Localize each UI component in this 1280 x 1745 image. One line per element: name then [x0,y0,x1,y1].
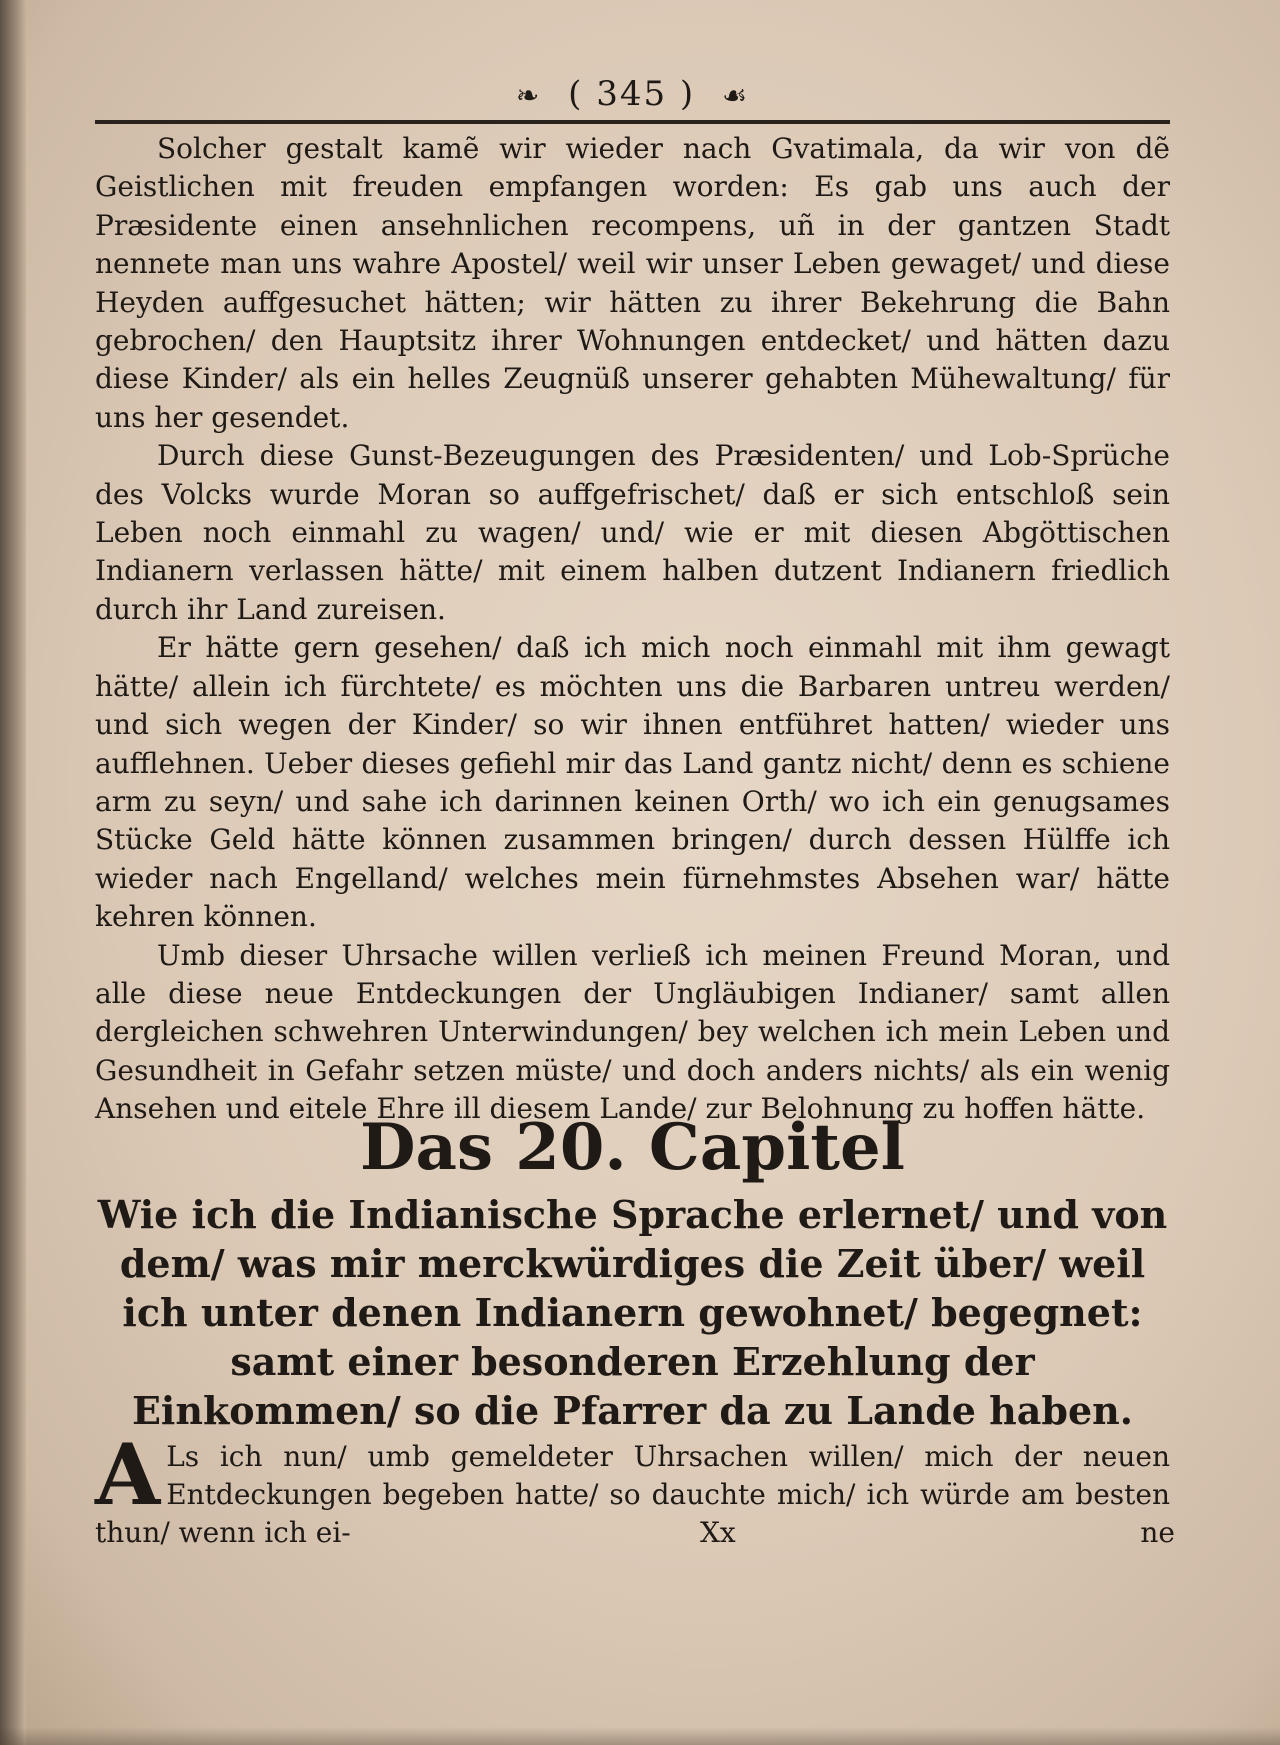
body-text [95,130,1170,1129]
page-gutter [0,0,26,1745]
page-number: ( 345 ) [568,74,696,114]
ornament-right-icon: ☙ [722,79,750,112]
paragraph-3: Er hätte gern gesehen/ daß ich mich noch einmahl mit ihm gewagt hätte/ allein ich fürchtete/ es möchten uns die Barbaren untreu werden/ und sich wegen der Kinder/ so wir ihnen entführet hatten/ wieder uns aufflehnen. Ueber dieses gefiehl mir das Land gantz nicht/ denn es schiene arm zu seyn/ und sahe ich darinnen keinen Orth/ wo ich ein genugsames Stücke Geld hätte können zusammen bringen/ durch dessen Hülffe ich wieder nach Engelland/ welches mein fürnehmstes Absehen war/ hätte kehren können. [95,631,1170,934]
drop-cap: A [95,1425,161,1524]
chapter-title: Wie ich die Indianische Sprache erlernet/ und von dem/ was mir merckwürdiges die Zeit über/ weil ich unter denen Indianern gewohnet/ begegnet: samt einer besonderen Erzehlung der Einkommen/ so die Pfarrer da zu Lande haben. [97,1192,1168,1433]
paragraph-1: Solcher gestalt kamẽ wir wieder nach Gvatimala, da wir von dẽ Geistlichen mit freuden empfangen worden: Es gab uns auch der Præsidente einen ansehnlichen recompens, uñ in der gantzen Stadt nennete man uns wahre Apostel/ weil wir unser Leben gewaget/ und diese Heyden auffgesuchet hätten; wir hätten zu ihrer Bekehrung die Bahn gebrochen/ den Hauptsitz ihrer Wohnungen entdecket/ und hätten dazu diese Kinder/ als ein helles Zeugnüß unserer gehabten Mühewaltung/ für uns her gesendet. [95,132,1170,434]
opening-text: Ls ich nun/ umb gemeldeter Uhrsachen willen/ mich der neuen Entdeckungen begeben hatte/ so dauchte mich/ ich würde am besten thun/ wenn ich ei- [95,1440,1170,1549]
catchword: ne [1140,1516,1175,1549]
page-header [95,68,1170,128]
chapter-heading: Das 20. Capitel [360,1110,905,1185]
header-rule [95,120,1170,124]
page-number-line [95,74,1170,114]
signature-mark: Xx [700,1516,736,1549]
opening-paragraph [95,1425,1170,1552]
page-bottom-shadow [0,1727,1280,1745]
paragraph-4: Umb dieser Uhrsache willen verließ ich meinen Freund Moran, und alle diese neue Entdeckungen der Ungläubigen Indianer/ samt allen dergleichen schwehren Unterwindungen/ bey welchen ich mein Leben und Gesundheit in Gefahr setzen müste/ und doch anders nichts/ als ein wenig Ansehen und eitele Ehre ill diesem Lande/ zur Belohnung zu hoffen hätte. [95,938,1170,1126]
paragraph-2: Durch diese Gunst-Bezeugungen des Præsidenten/ und Lob-Sprüche des Volcks wurde Moran so auffgefrischet/ daß er sich entschloß sein Leben noch einmahl zu wagen/ und/ wie er mit diesen Abgöttischen Indianern verlassen hätte/ mit einem halben dutzent Indianern friedlich durch ihr Land zureisen. [95,439,1170,626]
ornament-left-icon: ❧ [515,79,542,112]
